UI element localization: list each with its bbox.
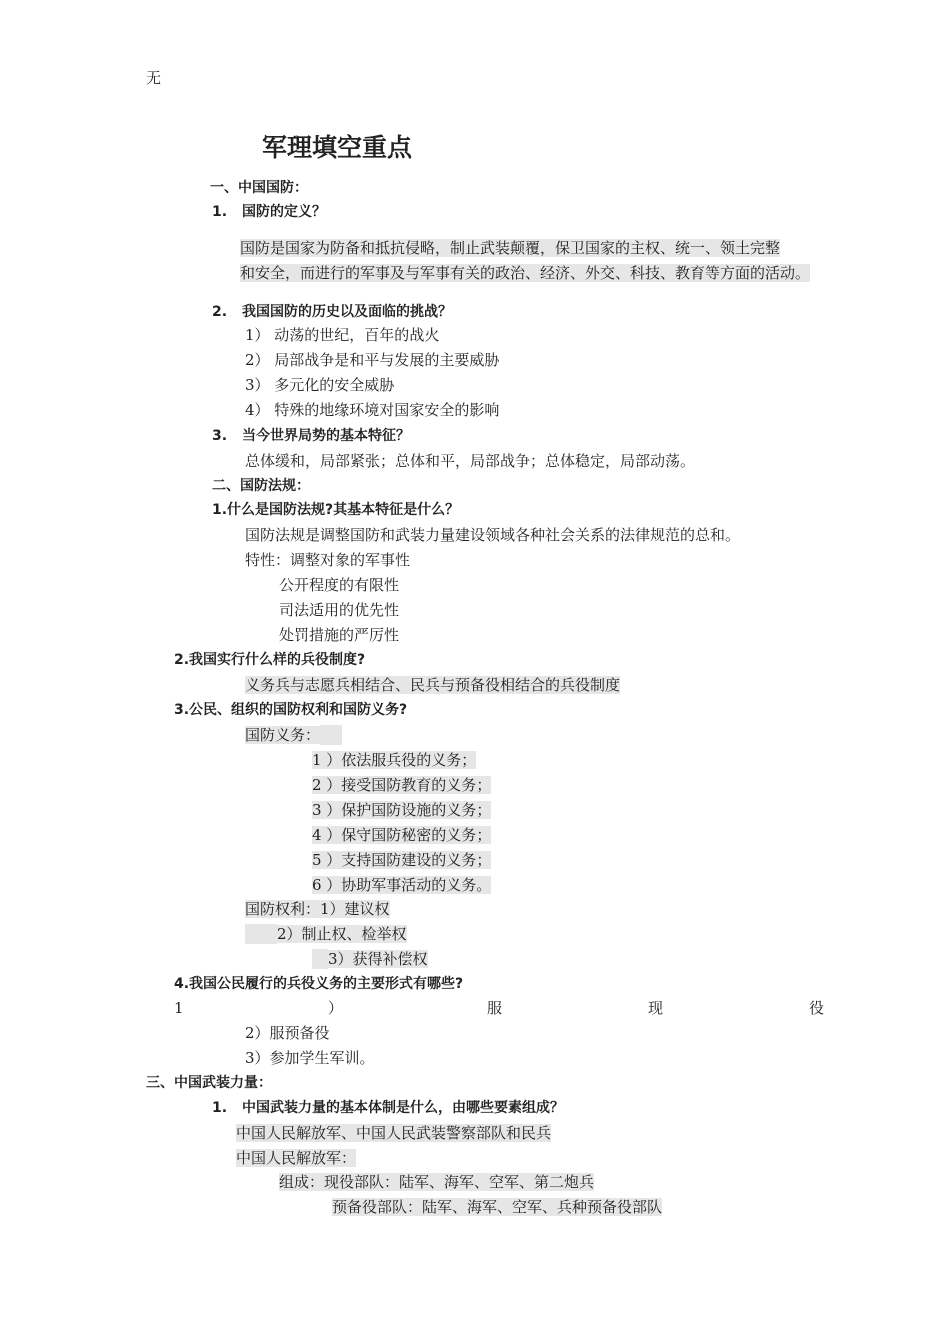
list-item: 5 ）支持国防建设的义务； bbox=[312, 851, 492, 869]
answer-line: 和安全，而进行的军事及与军事有关的政治、经济、外交、科技、教育等方面的活动。 bbox=[240, 264, 811, 282]
features-label: 特性：调整对象的军事性 bbox=[245, 551, 411, 569]
justified-token: 现 bbox=[648, 999, 664, 1017]
list-item: 3 ）保护国防设施的义务； bbox=[312, 801, 492, 819]
list-item: 司法适用的优先性 bbox=[279, 601, 400, 619]
question-2-2: 2.我国实行什么样的兵役制度? bbox=[174, 652, 366, 668]
answer-line: 国防法规是调整国防和武装力量建设领域各种社会关系的法律规范的总和。 bbox=[245, 526, 741, 544]
list-item: 1 ）依法服兵役的义务； bbox=[312, 751, 477, 769]
question-2-4: 4.我国公民履行的兵役义务的主要形式有哪些? bbox=[174, 976, 464, 992]
list-item: 2）服预备役 bbox=[245, 1024, 330, 1042]
list-item: 6 ）协助军事活动的义务。 bbox=[312, 876, 492, 894]
list-item: 3）参加学生军训。 bbox=[245, 1049, 375, 1067]
section-1-heading: 一、中国国防： bbox=[210, 180, 308, 196]
justified-token: ） bbox=[328, 999, 344, 1017]
list-item: 2 ）接受国防教育的义务； bbox=[312, 776, 492, 794]
question-2-1: 1.什么是国防法规?其基本特征是什么？ bbox=[212, 502, 460, 518]
rights-line: 2）制止权、检举权 bbox=[245, 924, 407, 944]
answer-line: 中国人民解放军、中国人民武装警察部队和民兵 bbox=[236, 1124, 552, 1142]
list-item: 4 ）保守国防秘密的义务； bbox=[312, 826, 492, 844]
section-3-heading: 三、中国武装力量： bbox=[146, 1075, 272, 1091]
question-1-1: 1. 国防的定义？ bbox=[212, 204, 326, 220]
list-item: 1） 动荡的世纪，百年的战火 bbox=[245, 326, 440, 344]
list-item: 公开程度的有限性 bbox=[279, 576, 400, 594]
document-title: 军理填空重点 bbox=[262, 133, 413, 162]
justified-token: 役 bbox=[809, 999, 825, 1017]
reserve-line: 预备役部队：陆军、海军、空军、兵种预备役部队 bbox=[332, 1198, 663, 1216]
justified-token: 1 bbox=[174, 999, 184, 1017]
composition-line: 组成：现役部队：陆军、海军、空军、第二炮兵 bbox=[279, 1173, 595, 1191]
list-item: 处罚措施的严厉性 bbox=[279, 626, 400, 644]
answer-line: 国防是国家为防备和抵抗侵略，制止武装颠覆，保卫国家的主权、统一、领土完整 bbox=[240, 239, 781, 257]
list-item: 3） 多元化的安全威胁 bbox=[245, 376, 395, 394]
question-3-1: 1. 中国武装力量的基本体制是什么，由哪些要素组成？ bbox=[212, 1100, 564, 1116]
question-1-3: 3. 当今世界局势的基本特征？ bbox=[212, 428, 410, 444]
question-1-2: 2. 我国国防的历史以及面临的挑战？ bbox=[212, 304, 452, 320]
list-item: 4） 特殊的地缘环境对国家安全的影响 bbox=[245, 401, 500, 419]
answer-line: 义务兵与志愿兵相结合、民兵与预备役相结合的兵役制度 bbox=[245, 676, 621, 694]
answer-line: 总体缓和，局部紧张；总体和平，局部战争；总体稳定，局部动荡。 bbox=[245, 452, 696, 470]
question-2-3: 3.公民、组织的国防权利和国防义务? bbox=[174, 702, 408, 718]
justified-token: 服 bbox=[487, 999, 503, 1017]
page-header: 无 bbox=[146, 69, 162, 87]
duty-label: 国防义务： bbox=[245, 725, 342, 745]
pla-label: 中国人民解放军： bbox=[236, 1149, 357, 1167]
rights-line: 国防权利：1）建议权 bbox=[245, 900, 390, 918]
section-2-heading: 二、国防法规： bbox=[212, 478, 310, 494]
list-item: 2） 局部战争是和平与发展的主要威胁 bbox=[245, 351, 500, 369]
rights-line: 3）获得补偿权 bbox=[312, 949, 428, 969]
